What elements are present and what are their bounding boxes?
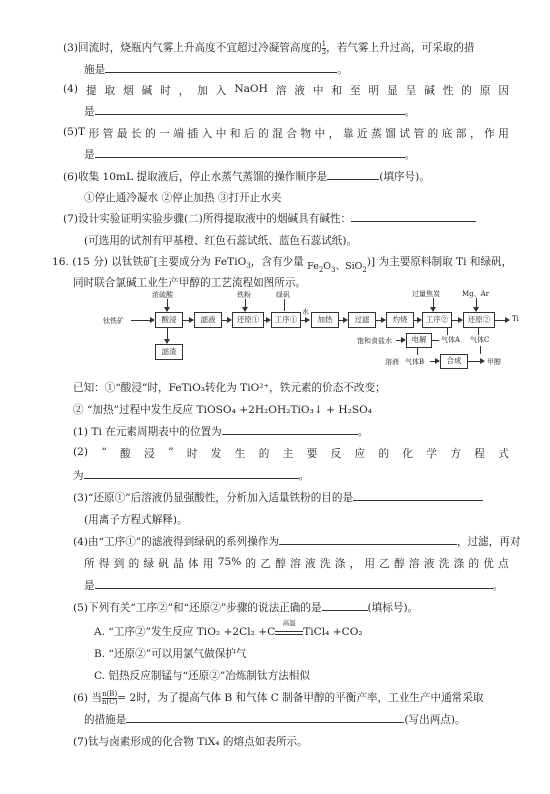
box-process-1: 工序① — [271, 312, 301, 328]
p5-option-c: C. 铝热反应制锰与“还原②”冶炼制钛方法相似 — [94, 670, 310, 682]
spaced-char: 溶 — [275, 85, 287, 97]
box-acid-leach: 酸浸 — [155, 312, 183, 328]
spaced-char: 应 — [354, 448, 366, 460]
option-a-text: A. “工序②”发生反应 TiO₂ +2Cl₂ +C — [94, 626, 276, 638]
p2-label: 为 — [73, 470, 84, 482]
subscript: 2 — [318, 265, 324, 274]
formula-fe: Fe — [307, 261, 319, 272]
spaced-char: 洗 — [319, 558, 331, 570]
p4-text-end: ，过滤，再对 — [456, 536, 521, 548]
spaced-char: 到 — [113, 558, 125, 570]
q6-text-cont: (填序号)。 — [379, 171, 430, 183]
spaced-char: 生 — [234, 448, 246, 460]
known-1: 已知：①“酸浸”时，FeTiO₃转化为 TiO²⁺，铁元素的价态不改变； — [73, 382, 386, 394]
p1-text: (1) Ti 在元素周期表中的位置为 — [73, 426, 222, 438]
spaced-char: 呈 — [405, 85, 417, 97]
spaced-char: 形 — [88, 128, 100, 140]
spaced-char: 优 — [483, 558, 494, 570]
p6-text: (6) 当 — [73, 692, 102, 704]
spaced-char: 醇 — [394, 558, 405, 570]
spaced-char: 底 — [441, 128, 453, 140]
spaced-char: 中 — [312, 85, 324, 97]
box-filter: 过滤 — [348, 312, 376, 328]
spaced-char: 部 — [455, 128, 467, 140]
label-gas-c: 气体C — [470, 336, 490, 344]
spaced-char: 管 — [413, 128, 425, 140]
subscript: 3 — [331, 265, 336, 274]
answer-blank[interactable] — [353, 490, 483, 501]
spaced-char: 取 — [104, 85, 116, 97]
answer-blank[interactable] — [126, 712, 404, 723]
p6-text-cont: = 2时，为了提高气体 B 和气体 C 制备甲醇的平衡产率，工业生产中通常采取 — [117, 692, 484, 704]
q3-label: 施是 — [84, 64, 106, 76]
spaced-char: 浸 — [144, 448, 155, 460]
spaced-char: (4) — [63, 83, 79, 95]
box-filtrate: 滤液 — [194, 312, 222, 328]
box-process-2: 工序② — [422, 312, 452, 328]
spaced-char: 的 — [378, 448, 390, 460]
p7-line: (7)钛与卤素形成的化合物 TiX₄ 的熔点如表所示。 — [73, 736, 308, 748]
p1-line — [73, 424, 368, 439]
p4-text: (4)由“工序①”的滤液得到绿矾的系列操作为 — [73, 536, 279, 548]
spaced-char: 碱 — [141, 85, 153, 97]
spaced-char: 性 — [442, 85, 454, 97]
p4-label: 是 — [84, 580, 95, 592]
spaced-char: 乙 — [260, 558, 271, 570]
reaction-condition: 高温 — [282, 619, 296, 627]
label-solution: 溶液 — [385, 358, 399, 366]
spaced-char: 的 — [461, 85, 472, 97]
spaced-char: 时 — [186, 448, 198, 460]
p5-text: (5)下列有关“工序②”和“还原②”步骤的说法正确的是 — [73, 602, 322, 614]
spaced-char: 乙 — [379, 558, 390, 570]
spaced-char: 的 — [258, 128, 269, 140]
label-gas-b: 气体B — [405, 358, 425, 366]
arrow-head — [305, 317, 310, 323]
q3-end: 。 — [337, 64, 348, 76]
spaced-char: ， — [328, 128, 340, 140]
q3-text-cont: ，若气雾上升过高，可采取的措 — [326, 42, 475, 54]
spaced-char: 后 — [243, 128, 255, 140]
spaced-char: 中 — [314, 128, 326, 140]
arrow-line — [480, 346, 481, 354]
spaced-char: 时 — [160, 85, 171, 97]
arrow-line — [478, 327, 479, 335]
spaced-char: 入 — [201, 128, 213, 140]
spaced-char: 的 — [258, 448, 270, 460]
p2-end: 。 — [298, 470, 310, 482]
spaced-char: 最 — [116, 128, 128, 140]
fraction-denominator: n(C) — [101, 697, 118, 706]
spaced-char: 的 — [468, 558, 480, 570]
spaced-char: 点 — [498, 558, 509, 570]
p3-text: (3)“还原①”后溶液仍显强酸性，分析加入适量铁粉的目的是 — [73, 492, 354, 504]
p4-end: 。 — [492, 580, 504, 592]
spaced-char: 的 — [145, 128, 156, 140]
spaced-char: 烟 — [123, 85, 134, 97]
spaced-char: 管 — [102, 128, 114, 140]
spaced-char: 绿 — [143, 558, 155, 570]
arrow-line — [431, 340, 439, 341]
box-calcine: 灼烧 — [386, 312, 414, 328]
spaced-char: 原 — [479, 85, 491, 97]
spaced-char: 的 — [245, 558, 257, 570]
spaced-char: 显 — [387, 85, 398, 97]
spaced-char: 程 — [474, 448, 485, 460]
spaced-char: 用 — [498, 128, 509, 140]
q5-end: 。 — [404, 149, 416, 161]
subscript: 2 — [362, 265, 367, 274]
spaced-char: 所 — [84, 558, 95, 570]
q16-text-b: ，含有少量 — [250, 256, 304, 268]
spaced-char: 近 — [356, 128, 368, 140]
spaced-char: 加 — [197, 85, 208, 97]
spaced-char: 用 — [364, 558, 376, 570]
box-reduce-2: 还原② — [463, 312, 495, 328]
spaced-char: 作 — [484, 128, 495, 140]
q7-text: (7)设计实验证明实验步骤(二)所得提取液中的烟碱具有碱性： — [63, 213, 352, 225]
arrow-line — [417, 347, 418, 355]
spaced-char: 矾 — [158, 558, 169, 570]
answer-blank[interactable] — [322, 600, 368, 611]
spaced-char: 碱 — [424, 85, 435, 97]
spaced-char: 化 — [402, 448, 414, 460]
p5-text-cont: (填标号)。 — [367, 602, 419, 614]
box-heat: 加热 — [311, 312, 339, 328]
spaced-char: 中 — [215, 128, 227, 140]
q16-line2: 同时联合氯碱工业生产甲醇的工艺流程如图所示。 — [73, 277, 307, 289]
spaced-char: 液 — [423, 558, 435, 570]
label-ilmenite: 钛铁矿 — [103, 317, 124, 325]
spaced-char: 长 — [130, 128, 142, 140]
spaced-char: 端 — [173, 128, 184, 140]
p5-option-b: B. “还原②”可以用氯气做保护气 — [94, 648, 247, 660]
label-gas-a: 气体A — [441, 336, 461, 344]
spaced-char: 合 — [286, 128, 297, 140]
spaced-char: 发 — [210, 448, 222, 460]
spaced-char: (2) — [73, 446, 89, 458]
p6-line2 — [84, 712, 466, 727]
label-mg-ar: Mg、Ar — [462, 290, 490, 298]
spaced-char: 涤 — [453, 558, 465, 570]
formula-sio: 、SiO — [335, 261, 363, 272]
q4-label: 是 — [84, 106, 95, 118]
box-reduce-1: 还原① — [232, 312, 264, 328]
label-conc-acid: 浓硫酸 — [152, 291, 173, 299]
spaced-char: 插 — [187, 128, 199, 140]
label-ti: Ti — [512, 315, 519, 323]
spaced-char: 醇 — [275, 558, 286, 570]
spaced-char: 液 — [294, 85, 305, 97]
formula-o: O — [323, 261, 332, 272]
label-excess-coke: 过量焦炭 — [412, 290, 440, 298]
p1-end: 。 — [357, 426, 369, 438]
spaced-char: 要 — [306, 448, 318, 460]
spaced-char: 和 — [331, 85, 343, 97]
q5-label: 是 — [84, 149, 95, 161]
p4-line2 — [84, 556, 509, 571]
q16-text: 16. (15 分) 以钛铁矿[主要成分为 FeTiO — [52, 256, 247, 268]
p6-line1 — [73, 690, 483, 706]
spaced-char: 明 — [368, 85, 380, 97]
option-a-product: TiCl₄ +CO₂ — [303, 626, 363, 638]
arrow-line — [131, 320, 152, 321]
spaced-char: 液 — [304, 558, 316, 570]
spaced-char: 学 — [426, 448, 437, 460]
spaced-char: 提 — [85, 85, 97, 97]
spaced-char: 体 — [188, 558, 199, 570]
spaced-char: 物 — [300, 128, 312, 140]
spaced-char: 得 — [98, 558, 110, 570]
spaced-char: ， — [349, 558, 361, 570]
spaced-char: 和 — [229, 128, 241, 140]
spaced-char: 酸 — [120, 448, 131, 460]
spaced-char: 蒸 — [371, 128, 382, 140]
p5-line1 — [73, 600, 418, 615]
label-iron-powder: 铁粉 — [237, 291, 251, 299]
spaced-char: 用 — [202, 558, 214, 570]
fraction — [102, 691, 117, 706]
spaced-char: 方 — [450, 448, 461, 460]
spaced-char: “ — [101, 446, 107, 458]
spaced-char: ” — [168, 446, 174, 458]
label-green-vitriol: 绿矾 — [276, 291, 290, 299]
spaced-char: 馏 — [385, 128, 396, 140]
fraction-numerator: n(B) — [102, 689, 118, 698]
spaced-char: 试 — [399, 128, 410, 140]
spaced-char: 入 — [215, 85, 227, 97]
spaced-char: 75% — [217, 556, 242, 568]
q16-text-f: )] 为主要原料制取 Ti 和绿矾， — [366, 256, 513, 268]
spaced-char: 反 — [330, 448, 342, 460]
q3-text: (3)回流时，烧瓶内气雾上升高度不宜超过冷凝管高度的 — [63, 42, 322, 54]
p3-line1 — [73, 490, 483, 505]
spaced-char: 式 — [498, 448, 509, 460]
p4-line1 — [73, 534, 521, 549]
spaced-char: ， — [178, 85, 190, 97]
q6-options: ①停止通冷凝水 ②停止加热 ③打开止水夹 — [84, 192, 282, 204]
spaced-char: 混 — [272, 128, 283, 140]
fraction-numerator: 1 — [321, 39, 327, 48]
spaced-char: 靠 — [342, 128, 354, 140]
p3-line2: (用离子方程式解释)。 — [84, 514, 188, 526]
answer-blank[interactable] — [222, 424, 358, 435]
q7-line2: (可选用的试剂有甲基橙、红色石蕊试纸、蓝色石蕊试纸)。 — [84, 235, 358, 247]
answer-blank[interactable] — [84, 468, 299, 479]
box-residue: 滤渣 — [155, 344, 183, 360]
p6-text-end: (写出两点)。 — [404, 714, 466, 726]
p2-line1 — [73, 446, 509, 461]
fraction-denominator: 3 — [321, 47, 327, 56]
spaced-char: 的 — [128, 558, 140, 570]
spaced-char: 主 — [282, 448, 294, 460]
label-methanol: 甲醇 — [487, 358, 501, 366]
label-water: 水 — [302, 308, 309, 316]
p2-line2 — [73, 468, 309, 483]
spaced-char: 溶 — [409, 558, 420, 570]
arrow-head — [480, 358, 485, 364]
box-synthesis: 合成 — [440, 354, 468, 369]
spaced-char: 一 — [159, 128, 170, 140]
arrow-line — [284, 299, 285, 311]
answer-blank[interactable] — [95, 578, 493, 589]
q4-end: 。 — [404, 106, 416, 118]
arrow-head — [505, 317, 510, 323]
spaced-char: 溶 — [290, 558, 301, 570]
spaced-char: NaOH — [234, 83, 268, 95]
spaced-char: 涤 — [334, 558, 346, 570]
p4-line3 — [84, 578, 503, 593]
q6-text: (6)收集 10mL 提取液后，停止水蒸气蒸馏的操作顺序是 — [63, 171, 328, 183]
spaced-char: (5)T — [63, 126, 86, 138]
spaced-char: 至 — [350, 85, 361, 97]
subscript: 3 — [246, 262, 251, 271]
spaced-char: 因 — [498, 85, 509, 97]
spaced-char: 的 — [427, 128, 439, 140]
reaction-arrow — [275, 619, 303, 635]
p5-option-a — [94, 619, 363, 639]
box-electrolysis: 电解 — [406, 333, 432, 348]
answer-blank[interactable] — [279, 534, 457, 545]
label-brine: 饱和食盐水 — [357, 337, 392, 345]
known-2: ② “加热”过程中发生反应 TiOSO₄ +2H₂OH₂TiO₃↓ + H₂SO₄ — [73, 404, 373, 416]
p6-label: 的措施是 — [84, 714, 127, 726]
spaced-char: ， — [469, 128, 481, 140]
arrow-line — [447, 327, 448, 335]
spaced-char: 晶 — [173, 558, 184, 570]
spaced-char: 洗 — [438, 558, 450, 570]
